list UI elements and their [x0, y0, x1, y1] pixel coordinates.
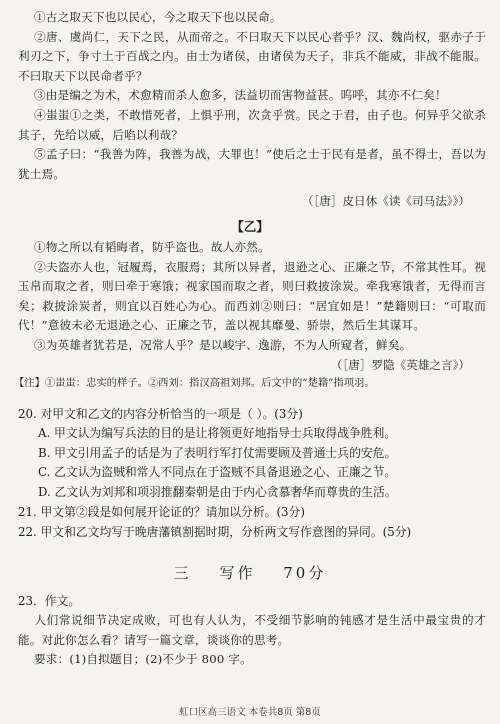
- yi-paragraph-1: ①物之所以有韬晦者，防乎盗也。故人亦然。: [34, 239, 270, 254]
- jia-paragraph-4: ④蚩蚩①之类，不敢惜死者，上惧乎刑，次贪乎赏。民之于君，由子也。何异乎父欲杀其子，先给以威，后啗以利哉？: [18, 107, 486, 142]
- question-20-option-c: C. 乙文认为盗贼和常人不同点在于盗贼不具备退逊之心、正廉之节。: [38, 465, 397, 480]
- part-number: 三: [173, 564, 192, 583]
- question-23-body: 人们常说细节决定成败，可也有人认为，不受细节影响的钝感才是生活中最宝贵的才能。对此你怎么看？请写一篇文章，谈谈你的思考。: [18, 613, 486, 647]
- yi-paragraph-3: ③为英雄者犹若是，况常人乎？是以峻宇、逸游，不为人所窥者，鲜矣。: [34, 337, 412, 352]
- question-23-requirements: 要求：(1)自拟题目；(2)不少于 800 字。: [34, 652, 252, 667]
- question-23-title: 23．作文。: [18, 594, 81, 609]
- question-22: 22. 甲文和乙文均写于晚唐藩镇割据时期，分析两文写作意图的异同。(5分): [18, 525, 412, 540]
- question-20-option-d: D. 乙文认为刘邦和项羽推翻秦朝是由于内心贪慕奢华而尊贵的生活。: [38, 484, 397, 499]
- part-score: 70分: [283, 564, 327, 583]
- jia-paragraph-1: ①古之取天下也以民心，今之取天下也以民命。: [34, 10, 282, 24]
- page-footer: 虹口区高三语文 本卷共8页 第8页: [179, 707, 321, 718]
- jia-attribution: （［唐］皮日休《读《司马法》》）: [301, 194, 470, 209]
- jia-paragraph-3: ③由是编之为术，术愈精而杀人愈多，法益切而害物益甚。呜呼，其亦不仁矣！: [34, 88, 447, 103]
- annotation-note: 【注】①蚩蚩：忠实的样子。②西刘：指汉高祖刘邦。后文中的“楚籍”指项羽。: [14, 377, 375, 390]
- part-three-heading: [0, 562, 500, 583]
- question-20-stem: 20. 对甲文和乙文的内容分析恰当的一项是（ ）。(3分): [18, 407, 303, 422]
- part-name: 写作: [219, 564, 256, 583]
- question-20-option-b: B. 甲文引用孟子的话是为了表明行军打仗需要顾及普通士兵的安危。: [38, 445, 397, 460]
- jia-paragraph-2: ②唐、虞尚仁，天下之民，从而帝之。不曰取天下以民心者乎？汉、魏尚权，驱赤子于利刃之下，争寸土于百战之内。由士为诸侯，由诸侯为天子，非兵不能威，非战不能服。不曰取天下以民命者乎？: [18, 29, 486, 83]
- question-21: 21. 甲文第②段是如何展开论证的？请加以分析。(3分): [18, 505, 305, 520]
- yi-title: 【乙】: [231, 218, 269, 234]
- yi-attribution: （［唐］罗隐《英雄之言》）: [330, 357, 470, 372]
- jia-paragraph-5: ⑤孟子曰：“我善为阵，我善为战，大罪也！”使后之士于民有是者，虽不得士，吾以为犹土焉。: [18, 147, 486, 181]
- yi-paragraph-2: ②夫盗亦人也，冠履焉，衣服焉；其所以异者，退逊之心、正廉之节，不常其性耳。视玉帛而取之者，则曰牵于寒饿；视家国而取之者，则曰救披涂炭。牵我寒饿者，无得而言矣；救披涂炭者，则宜以百姓心为心。而西刘②则曰：“居宜如是！”楚籍则曰：“可取而代！”意彼未必无退逊之心、正廉之节，盖以视其靡曼、骄崇，然后生其谋耳。: [18, 259, 486, 333]
- question-20-option-a: A. 甲文认为编写兵法的目的是让将领更好地指导士兵取得战争胜利。: [38, 426, 397, 441]
